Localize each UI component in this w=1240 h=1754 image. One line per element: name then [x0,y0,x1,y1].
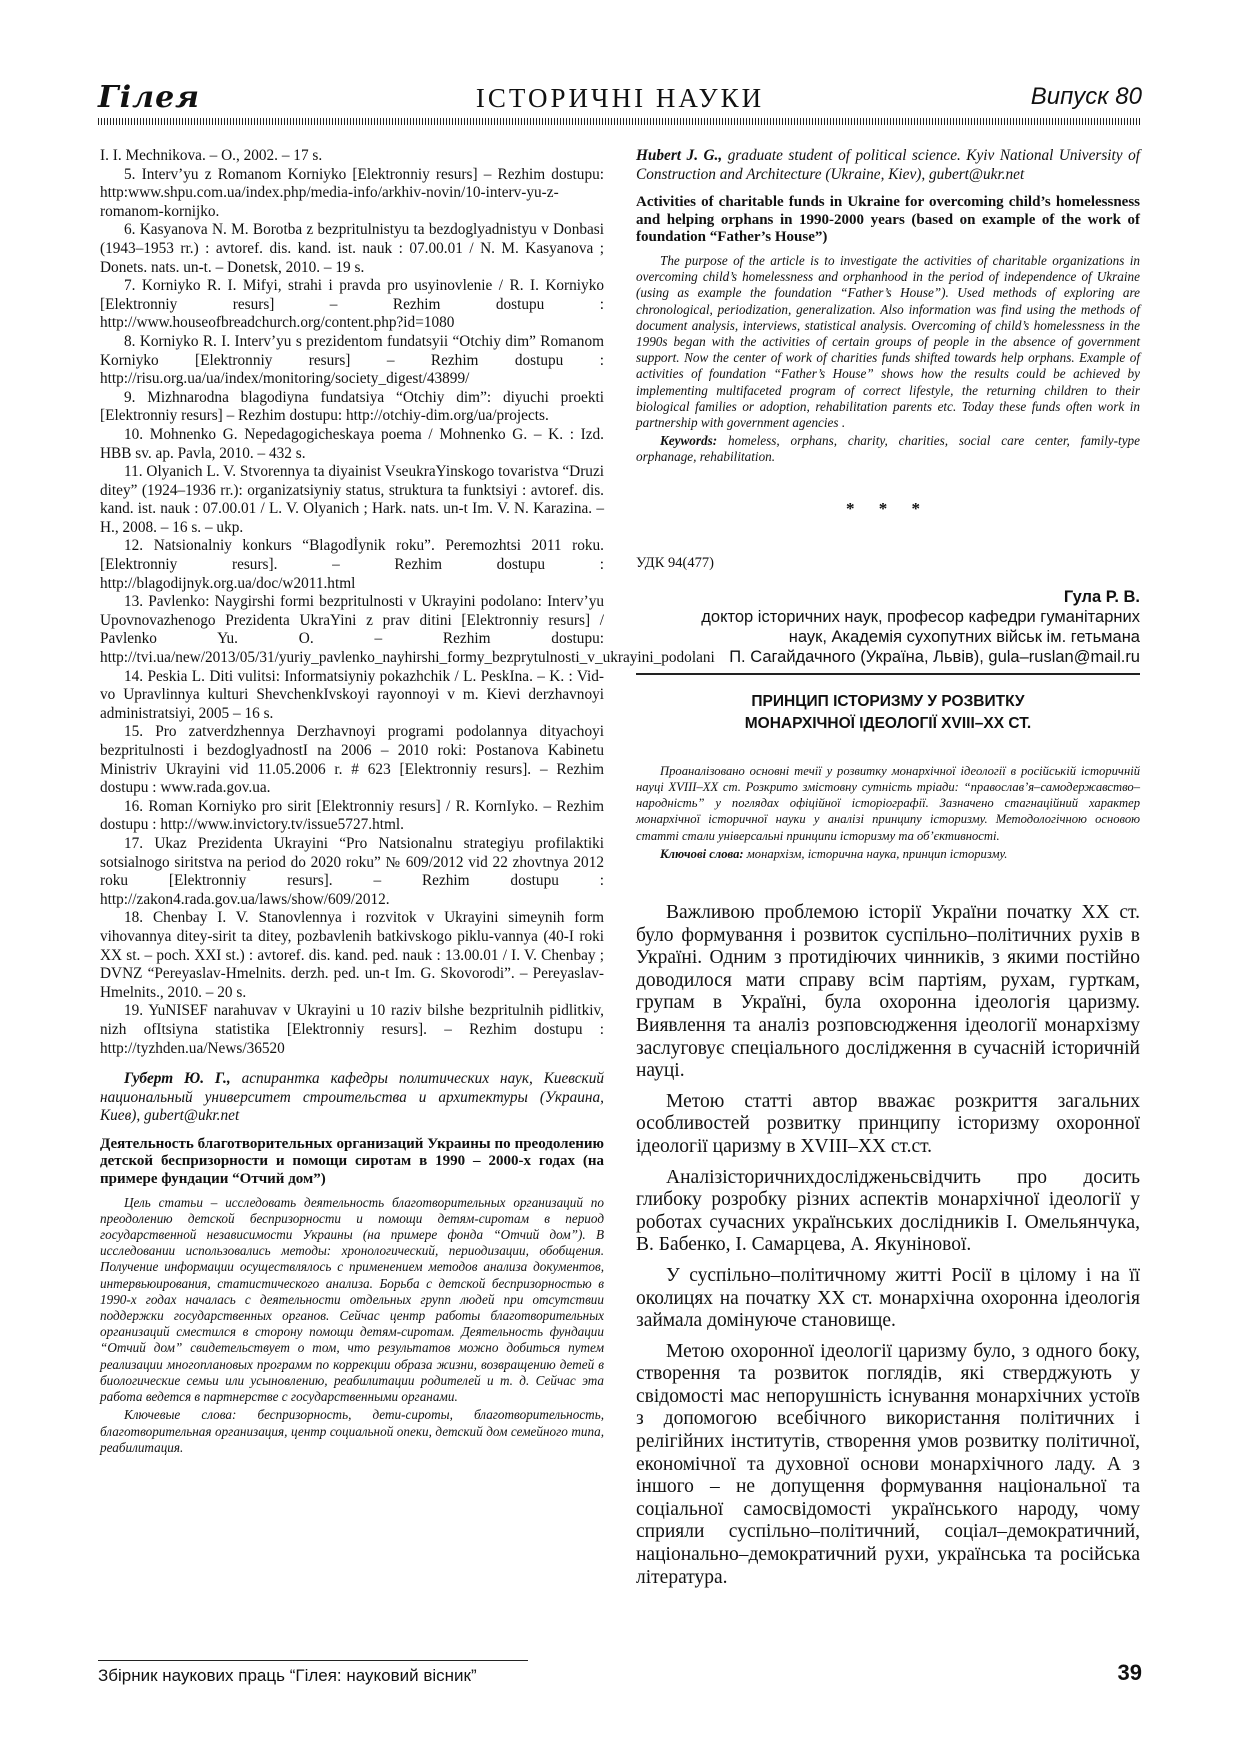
reference-item: 18. Chenbay I. V. Stanovlennya i rozvitok v Ukrayini simeynih form vihovannya ditey-sirit ta ditey, pozbavlenih batkivskogo piklu-vannya (40-I roki XX st. – poch. XXI st.) : avtoref. dis. kand. ped. nauk : 13.00.01 / I. V. Chenbay ; DVNZ “Pereyaslav-Hmelnits. derzh. ped. un-t Im. G. Skovorodi”. – Pereyaslav-Hmelnits., 2010. – 20 s. [100,909,604,1001]
journal-name: Гілея [98,80,201,115]
reference-item: 13. Pavlenko: Naygirshi formi bezpritulnosti v Ukrayini podolano: Interv’yu Upovnovazhenogo Prezidenta UkraYini z prav ditini [Elektronniy resurs] / Pavlenko Yu. O. – Rezhim dostupu: http://tvi.ua/new/2013/05/31/yuriy_pavlenko_nayhirshi_formy_bezprytulnosti_v_ukrayini_podolani [100,593,715,667]
reference-item: 9. Mizhnarodna blagodiyna fundatsiya “Otchiy dim”: diyuchi proekti [Elektronniy resurs] – Rezhim dostupu: http://otchiy-dim.org/ua/projects. [100,388,604,425]
en-author-info [636,147,1140,184]
en-author-name: Hubert J. G., [636,147,723,164]
en-keywords [636,433,1140,465]
article-title-line: МОНАРХІЧНОЇ ІДЕОЛОГІЇ XVIII–XX СТ. [744,714,1032,732]
reference-item: 8. Korniyko R. I. Interv’yu s prezidentom fundatsyii “Otchiy dim” Romanom Korniyko [Elektronniy resurs] – Rezhim dostupu : http://risu.org.ua/ua/index/monitoring/society_digest/43899/ [100,332,604,388]
author-block [636,587,1140,667]
ua-keywords-text: монархізм, історична наука, принцип історизму. [743,846,1008,861]
ua-keywords-label: Ключові слова: [660,846,744,861]
reference-item: 15. Pro zatverdzhennya Derzhavnoyi programi podolannya dityachoyi bezpritulnosti i bezdoglyadnostI na 2006 – 2010 roki: Postanova Kabinetu Ministriv Ukrayini vid 11.05.2006 r. # 623 [Elektronniy resurs]. – Rezhim dostupu : www.rada.gov.ua. [100,723,604,797]
ru-author-name: Губерт Ю. Г., [124,1070,231,1088]
body-paragraph: Важливою проблемою історії України початку XX ст. було формування і розвиток суспільно–політичних рухів в Україні. Одним з протидіючих чинників, з якими постійно доводилося мати справу всім партіям, рухам, гурткам, групам в Україні, була охоронна ідеологія царизму. Виявлення та аналіз розповсюдження ідеології монархізму заслуговує спеціального дослідження в сучасній історичній науці. [636,902,1140,1082]
ua-abstract: Проаналізовано основні течії у розвитку монархічної ідеології в російській історичній науці XVIII–XX ст. Розкрито змістовну сутність тріади: “православ’я–самодержавство–народність” у поглядах офіційної історіографії. Зазначено стагнаційний характер монархічної історичної науки у аналізі принципу історизму. Методологічною основою статті стали універсальні принципи історизму та об’єктивності. [636,763,1140,843]
reference-item: 6. Kasyanova N. M. Borotba z bezpritulnistyu ta bezdoglyadnistyu v Donbasi (1943–1953 rr.) : avtoref. dis. kand. ist. nauk : 07.00.01 / N. M. Kasyanova ; Donets. nats. un-t. – Donetsk, 2010. – 19 s. [100,221,604,276]
ua-keywords [636,846,1140,862]
reference-item: 11. Olyanich L. V. Stvorennya ta diyainist VseukraYinskogo tovaristva “Druzi ditey” (1924–1936 rr.): organizatsiyniy status, struktura ta funktsiyi : avtoref. dis. kand. ist. nauk : 07.00.01 / L. V. Olyanich ; Hark. nats. un-t Im. V. N. Karazina. – H., 2008. – 16 s. – ukp. [100,463,604,536]
reference-item: 5. Interv’yu z Romanom Korniyko [Elektronniy resurs] – Rezhim dostupu: http:www.shpu.com.ua/index.php/media-info/arkhiv-novin/10-interv-yu-z-romanom-kornijko. [100,165,604,220]
en-abstract: The purpose of the article is to investigate the activities of charitable organizations in overcoming child’s homelessness and orphanhood in the period of independence of Ukraine (using as example the foundation “Father’s House”). Used methods of exploring are chronological, periodization, generalization. Also information was find using the methods of document analysis, interviews, statistical analysis. Overcoming of child’s homelessness in the 1990s began with the activities of certain groups of people in the absence of government support. Now the center of work of charities funds shifted towards help orphans. Example of activities of foundation “Father’s House” shows how the results could be achieved by implementing multifaceted program of correct lifestyle, the returning children to their biological families or adoption, rehabilitation parents etc. Today these funds often work in partnership with government agencies . [636,252,1140,430]
reference-item: I. I. Mechnikova. – O., 2002. – 17 s. [100,147,323,164]
en-author-affiliation: graduate student of political science. Kyiv National University of Construction and Architecture (Ukraine, Kiev), gubert@ukr.net [636,147,1140,183]
page-header [98,80,1142,114]
footer-rule [98,1660,528,1661]
reference-item: 14. Peskia L. Diti vulitsi: Informatsiyniy pokazhchik / L. PeskIna. – K. : Vid-vo Upravlinnya kulturi ShevchenkIvskoyi rayonnoyi v m. Kievi derzhavnoyi administratsiyi, 2005 – 16 s. [100,667,604,722]
en-keywords-label: Keywords: [660,433,718,449]
header-rule [98,118,1142,125]
section-title: ІСТОРИЧНІ НАУКИ [475,83,765,113]
body-paragraph: Аналізісторичнихдослідженьсвідчить про досить глибоку розробку різних аспектів монархічної ідеології у роботах сучасних українських дослідників І. Омельянчука, В. Бабенко, І. Самарцева, А. Якунінової. [636,1166,1140,1256]
article-title [636,691,1140,735]
udk-code: УДК 94(477) [636,555,714,572]
reference-item: 10. Mohnenko G. Nepedagogicheskaya poema / Mohnenko G. – K. : Izd. HBB sv. ap. Pavla, 2010. – 432 s. [100,425,604,462]
ru-author-affiliation: аспирантка кафедры политических наук, Киевский национальный университет строительства и архитектуры (Украина, Киев), gubert@ukr.net [100,1070,604,1125]
en-article-title: Activities of charitable funds in Ukraine for overcoming child’s homelessness and helping orphans in 1990-2000 years (based on example of the work of foundation “Father’s House”) [636,194,1140,246]
ru-author-info [100,1070,604,1126]
reference-item: 16. Roman Korniyko pro sirit [Elektronniy resurs] / R. KornIyko. – Rezhim dostupu : http://www.invictory.tv/issue5727.html. [100,797,604,834]
author-affiliation-line: П. Сагайдачного (Україна, Львів), gula–ruslan@mail.ru [729,647,1140,666]
en-keywords-text: homeless, orphans, charity, charities, social care center, family-type orphanage, rehabilitation. [636,433,1140,465]
author-name: Гула Р. В. [1063,587,1140,606]
reference-item: 12. Natsionalniy konkurs “Blagodİynik roku”. Peremozhtsi 2011 roku. [Elektronniy resurs]. – Rezhim dostupu : http://blagodijnyk.org.ua/doc/w2011.html [100,537,604,592]
footer-collection-name: Збірник наукових праць “Гілея: науковий вісник” [98,1666,477,1685]
article-title-line: ПРИНЦИП ІСТОРИЗМУ У РОЗВИТКУ [751,692,1025,710]
issue-number: Випуск 80 [1030,83,1142,110]
author-affiliation-line: наук, Академія сухопутних військ ім. гетьмана [788,627,1140,646]
section-separator: * * * [846,498,930,518]
ru-article-title: Деятельность благотворительных организаций Украины по преодолению детской беспризорности и помощи сиротам в 1990 – 2000-х годах (на примере фундации “Отчий дом”) [100,1135,604,1188]
body-paragraph: У суспільно–політичному житті Росії в цілому і на її околицях на початку XX ст. монархічна охоронна ідеологія займала домінуюче становище. [636,1264,1140,1332]
author-affiliation-line: доктор історичних наук, професор кафедри гуманітарних [701,607,1140,626]
ru-keywords: Ключевые слова: беспризорность, дети-сироты, благотворительность, благотворительная организация, центр социальной опеки, детский дом семейного типа, реабилитация. [100,1407,604,1455]
body-paragraph: Метою охоронної ідеології царизму було, з одного боку, створення та розвиток поглядів, які стверджують у свідомості мас непорушність існування монархічних устоїв з допомогою всебічного використання політичних і релігійних інститутів, створення умов розвитку політичної, економічної та духовної основи монархічного ладу. А з іншого – не допущення формування національної та соціальної самосвідомості українського народу, чому сприяли суспільно–політичний, соціал–демократичний, національно–демократичний рухи, українська та російська література. [636,1340,1140,1588]
reference-item: 19. YuNISEF narahuvav v Ukrayini u 10 raziv bilshe bezpritulnih pidlitkiv, nizh ofItsiyna statistika [Elektronniy resurs]. – Rezhim dostupu : http://tyzhden.ua/News/36520 [100,1002,604,1057]
body-paragraph: Метою статті автор вважає розкриття загальних особливостей розвитку принципу історизму охоронної ідеології царизму в XVIII–XX ст.ст. [636,1090,1140,1157]
reference-item: 7. Korniyko R. I. Mifyi, strahi i pravda pro usyinovlenie / R. I. Korniyko [Elektronniy resurs] – Rezhim dostupu : http://www.houseofbreadchurch.org/content.php?id=1080 [100,277,604,332]
affiliation-rule [636,673,1140,675]
page-number: 39 [1117,1660,1142,1685]
reference-item: 17. Ukaz Prezidenta Ukrayini “Pro Natsionalnu strategiyu profilaktiki sotsialnogo siritstva na period do 2020 roku” № 609/2012 vid 22 zhovtnya 2012 roku [Elektronniy resurs]. – Rezhim dostupu : http://zakon4.rada.gov.ua/laws/show/609/2012. [100,834,604,908]
ru-abstract: Цель статьи – исследовать деятельность благотворительных организаций по преодолению детской беспризорности и помощи детям-сиротам в период государственной независимости Украины (на примере фонда “Отчий дом”). В исследовании использовались методы: хронологический, периодизации, обобщения. Получение информации осуществлялось с применением методов анализа документов, интервьюирования, статистического анализа. Борьба с детской беспризорностью в 1990-х годах началась с деятельности отдельных групп людей при отсутствии поддержки государственных органов. Сейчас центр работы благотворительных организаций сместился в сторону помощи детям-сиротам. Деятельность фундации “Отчий дом” свидетельствует о том, что результатов можно добиться путем реализации многоплановых программ по коррекции образа жизни, возвращению детей в биологические семьи или усыновлению, реабилитации родителей и т. д. Сейчас эта работа ведется в партнерстве с государственными органами. [100,1194,604,1405]
right-column [636,147,1140,1589]
